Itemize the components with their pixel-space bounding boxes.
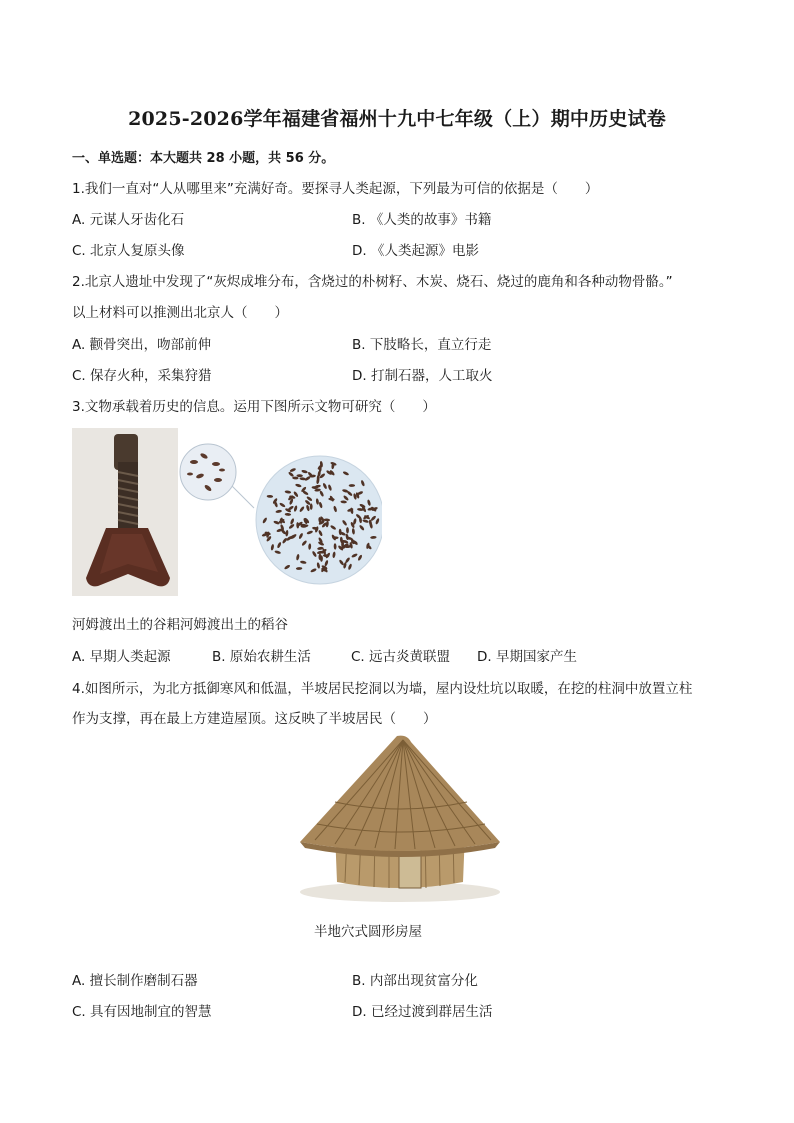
question-3-stem: 3.文物承载着历史的信息。运用下图所示文物可研究（ ） xyxy=(72,399,436,415)
q4-option-d: D. 已经过渡到群居生活 xyxy=(352,1004,493,1020)
q4-option-c: C. 具有因地制宜的智慧 xyxy=(72,1004,212,1020)
semi-subterranean-round-house-illustration xyxy=(295,732,505,907)
q3-image-caption: 河姆渡出土的谷耜河姆渡出土的稻谷 xyxy=(72,617,288,633)
q1-option-b: B. 《人类的故事》书籍 xyxy=(352,212,492,228)
page-title: 2025-2026学年福建省福州十九中七年级（上）期中历史试卷 xyxy=(128,108,666,130)
q3-artifact-image xyxy=(72,428,382,596)
q4-option-a: A. 擅长制作磨制石器 xyxy=(72,973,198,989)
q1-option-c: C. 北京人复原头像 xyxy=(72,243,185,259)
q4-hut-image xyxy=(295,732,505,907)
question-4-stem-line-1: 4.如图所示，为北方抵御寒风和低温，半坡居民挖洞以为墙，屋内设灶坑以取暖，在挖的柱洞中放置立柱 xyxy=(72,681,693,697)
question-2-stem-line-1: 2.北京人遗址中发现了“灰烬成堆分布，含烧过的朴树籽、木炭、烧石、烧过的鹿角和各种动物骨骼。” xyxy=(72,274,673,290)
q3-option-b: B. 原始农耕生活 xyxy=(212,649,311,665)
q1-option-a: A. 元谋人牙齿化石 xyxy=(72,212,185,228)
q4-image-caption: 半地穴式圆形房屋 xyxy=(314,924,422,940)
q2-option-d: D. 打制石器，人工取火 xyxy=(352,368,493,384)
q3-option-d: D. 早期国家产生 xyxy=(477,649,577,665)
q2-option-a: A. 颧骨突出，吻部前伸 xyxy=(72,337,212,353)
q3-option-a: A. 早期人类起源 xyxy=(72,649,171,665)
q4-option-b: B. 内部出现贫富分化 xyxy=(352,973,478,989)
section-heading: 一、单选题：本大题共 28 小题，共 56 分。 xyxy=(72,151,335,166)
question-4-stem-line-2: 作为支撑，再在最上方建造屋顶。这反映了半坡居民（ ） xyxy=(72,711,437,727)
question-2-stem-line-2: 以上材料可以推测出北京人（ ） xyxy=(72,305,288,321)
q3-option-c: C. 远古炎黄联盟 xyxy=(351,649,451,665)
rice-and-spade-illustration xyxy=(72,428,382,596)
question-1-stem: 1.我们一直对“人从哪里来”充满好奇。要探寻人类起源，下列最为可信的依据是（ ） xyxy=(72,181,599,197)
q1-option-d: D. 《人类起源》电影 xyxy=(352,243,479,259)
q2-option-c: C. 保存火种，采集狩猎 xyxy=(72,368,212,384)
q2-option-b: B. 下肢略长，直立行走 xyxy=(352,337,492,353)
